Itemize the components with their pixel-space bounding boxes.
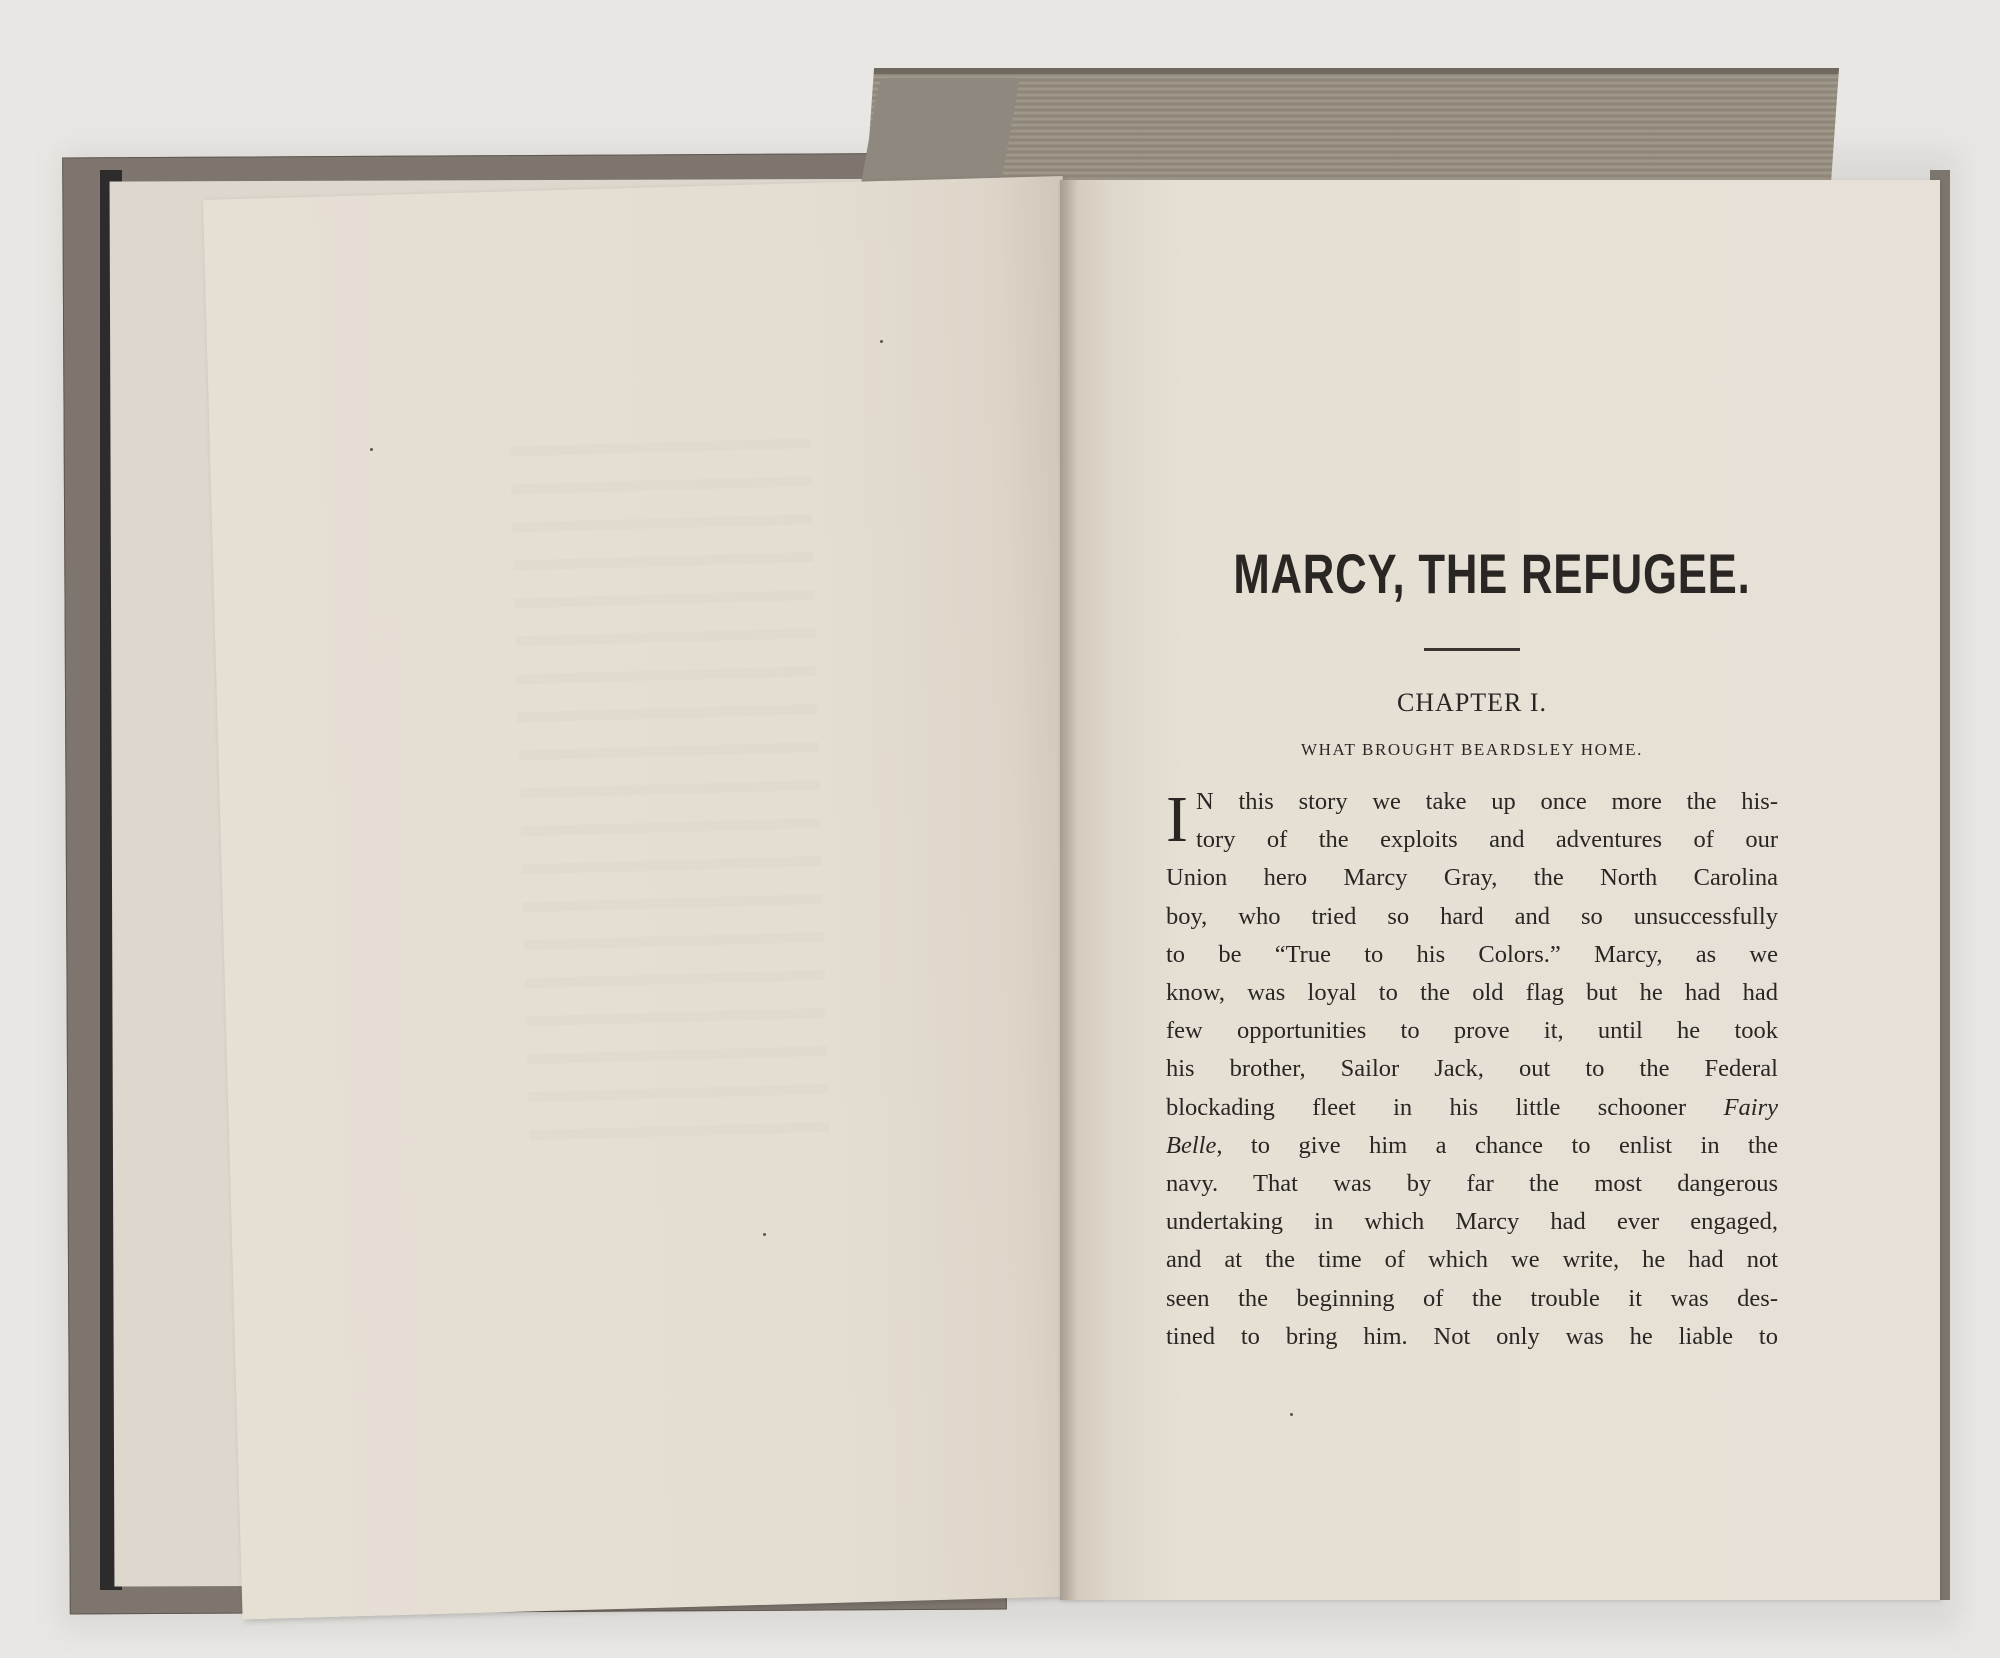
spine-headcap (860, 78, 1019, 188)
text-line-with-italic (1166, 1127, 1778, 1165)
paper-speck (370, 448, 373, 451)
show-through-text (510, 438, 829, 1146)
text-line: navy. That was by far the most dangerous (1166, 1170, 1778, 1198)
paper-speck (763, 1233, 766, 1236)
page-gutter (1060, 180, 1078, 1600)
text-line: to be “True to his Colors.” Marcy, as we (1166, 940, 1778, 968)
text-line: his brother, Sailor Jack, out to the Federal (1166, 1055, 1778, 1083)
left-blank-page (203, 176, 1102, 1619)
text-line: know, was loyal to the old flag but he had had (1166, 979, 1778, 1007)
text-line: undertaking in which Marcy had ever engaged, (1166, 1208, 1778, 1236)
body-text (1166, 783, 1778, 1356)
paper-speck (1290, 1413, 1293, 1416)
text-segment: blockading fleet in his little schooner (1166, 1093, 1687, 1121)
text-line: tined to bring him. Not only was he liable to (1166, 1322, 1778, 1350)
page-content (1166, 540, 1778, 1356)
text-segment: , to give him a chance to enlist in the (1216, 1131, 1778, 1159)
text-line: Union hero Marcy Gray, the North Carolina (1166, 864, 1778, 892)
text-line: seen the beginning of the trouble it was des- (1166, 1284, 1778, 1312)
italic-text: Fairy (1723, 1093, 1779, 1121)
book-title: MARCY, THE REFUGEE. (1233, 542, 1751, 605)
text-line-with-italic (1166, 1089, 1778, 1127)
drop-cap: I (1166, 783, 1188, 856)
title-rule (1424, 648, 1520, 651)
text-line: few opportunities to prove it, until he took (1166, 1017, 1778, 1045)
text-line: and at the time of which we write, he had not (1166, 1246, 1778, 1274)
text-line: tory of the exploits and adventures of our (1196, 826, 1778, 854)
text-line: boy, who tried so hard and so unsuccessfully (1166, 902, 1778, 930)
chapter-subtitle: WHAT BROUGHT BEARDSLEY HOME. (1301, 740, 1643, 759)
italic-text: Belle (1166, 1131, 1217, 1159)
text-line: N this story we take up once more the his- (1196, 788, 1778, 815)
chapter-heading: CHAPTER I. (1396, 688, 1548, 717)
paper-speck (880, 340, 883, 343)
